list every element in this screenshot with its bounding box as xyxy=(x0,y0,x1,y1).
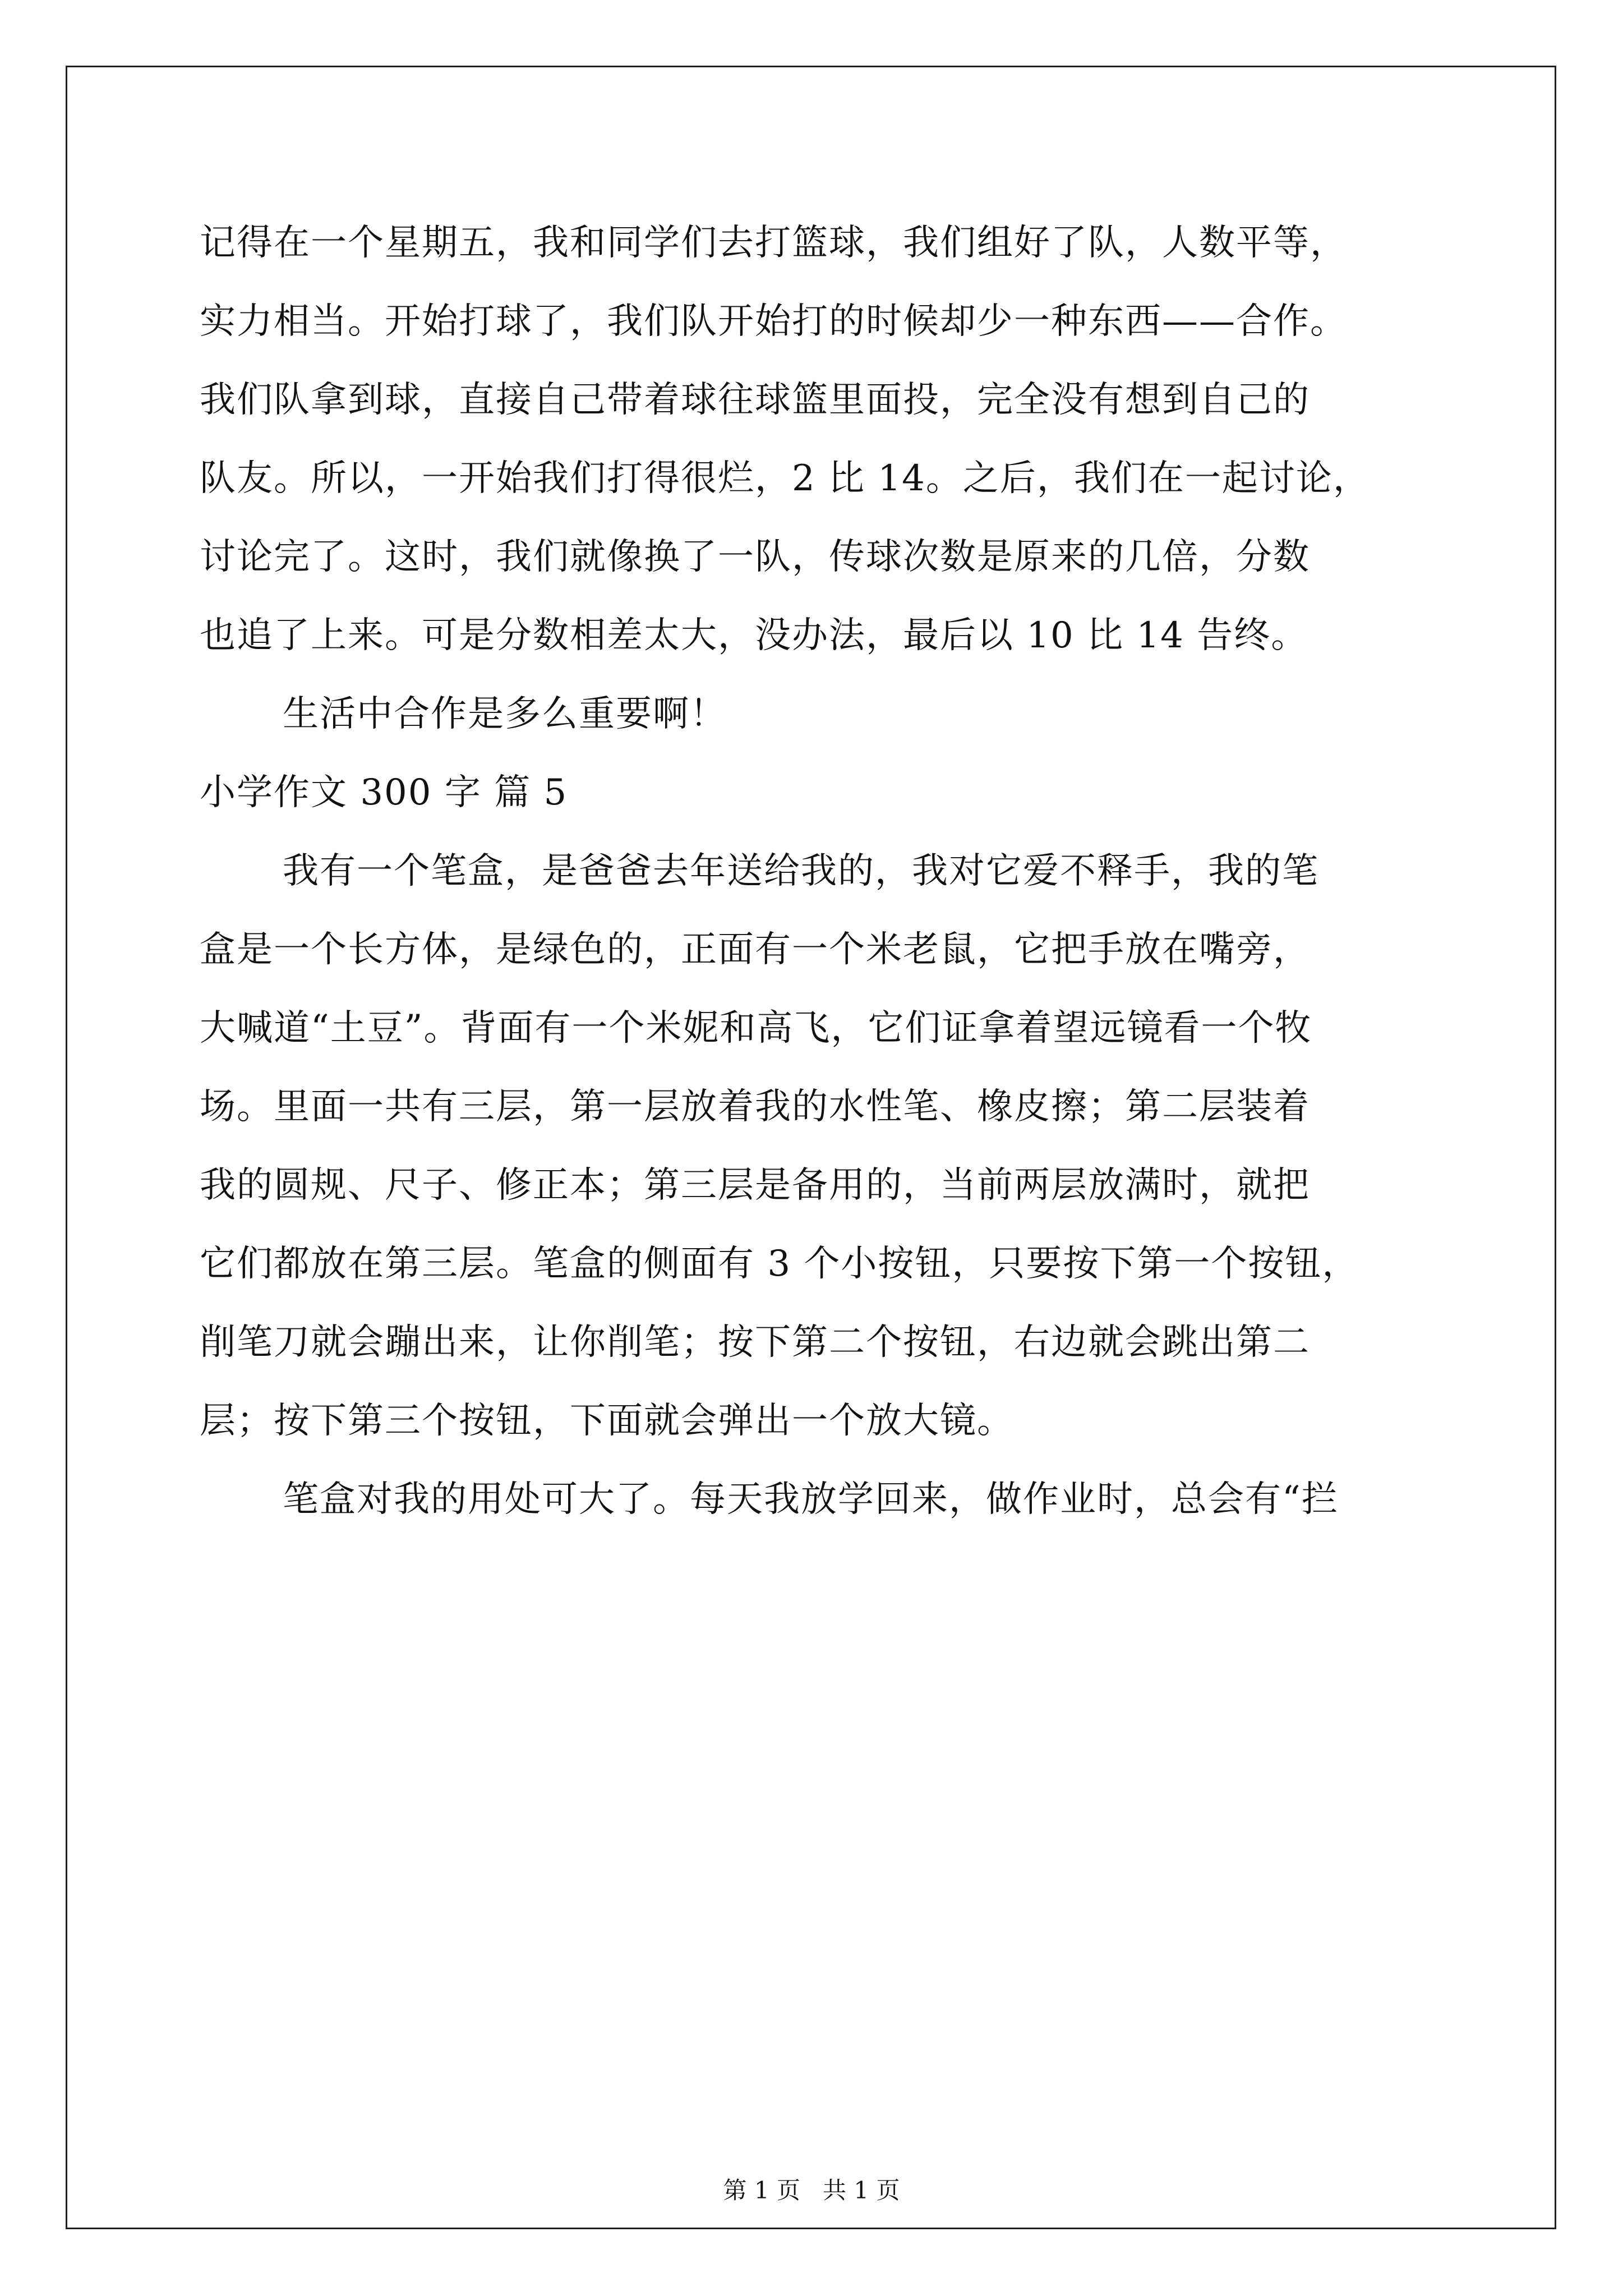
paragraph-line: 削笔刀就会蹦出来，让你削笔；按下第二个按钮，右边就会跳出第二 xyxy=(200,1322,1310,1363)
paragraph-line: 我们队拿到球，直接自己带着球往球篮里面投，完全没有想到自己的 xyxy=(200,379,1310,421)
paragraph-line: 场。里面一共有三层，第一层放着我的水性笔、橡皮擦；第二层装着 xyxy=(200,1086,1310,1128)
paragraph-line: 大喊道“土豆”。背面有一个米妮和高飞，它们证拿着望远镜看一个牧 xyxy=(200,1007,1312,1049)
paragraph-line: 记得在一个星期五，我和同学们去打篮球，我们组好了队，人数平等， xyxy=(200,222,1347,264)
document-body xyxy=(200,0,1439,2296)
paragraph-line: 我有一个笔盒，是爸爸去年送给我的，我对它爱不释手，我的笔 xyxy=(283,850,1319,892)
paragraph-line: 笔盒对我的用处可大了。每天我放学回来，做作业时，总会有“拦 xyxy=(283,1479,1339,1520)
paragraph-line: 盒是一个长方体，是绿色的，正面有一个米老鼠，它把手放在嘴旁， xyxy=(200,929,1310,970)
paragraph-line: 队友。所以，一开始我们打得很烂，2 比 14。之后，我们在一起讨论， xyxy=(200,458,1370,499)
page-footer: 第 1 页 共 1 页 xyxy=(723,2177,900,2204)
paragraph-line: 实力相当。开始打球了，我们队开始打的时候却少一种东西——合作。 xyxy=(200,301,1347,342)
section-heading: 小学作文 300 字 篇 5 xyxy=(200,772,568,813)
paragraph-line: 它们都放在第三层。笔盒的侧面有 3 个小按钮，只要按下第一个按钮， xyxy=(200,1243,1359,1285)
paragraph-line: 讨论完了。这时，我们就像换了一队，传球次数是原来的几倍，分数 xyxy=(200,536,1310,578)
paragraph-line: 我的圆规、尺子、修正本；第三层是备用的，当前两层放满时，就把 xyxy=(200,1165,1310,1206)
paragraph-line: 也追了上来。可是分数相差太大，没办法，最后以 10 比 14 告终。 xyxy=(200,615,1308,656)
paragraph-line: 层；按下第三个按钮，下面就会弹出一个放大镜。 xyxy=(200,1400,1014,1442)
paragraph-line: 生活中合作是多么重要啊！ xyxy=(283,693,727,735)
